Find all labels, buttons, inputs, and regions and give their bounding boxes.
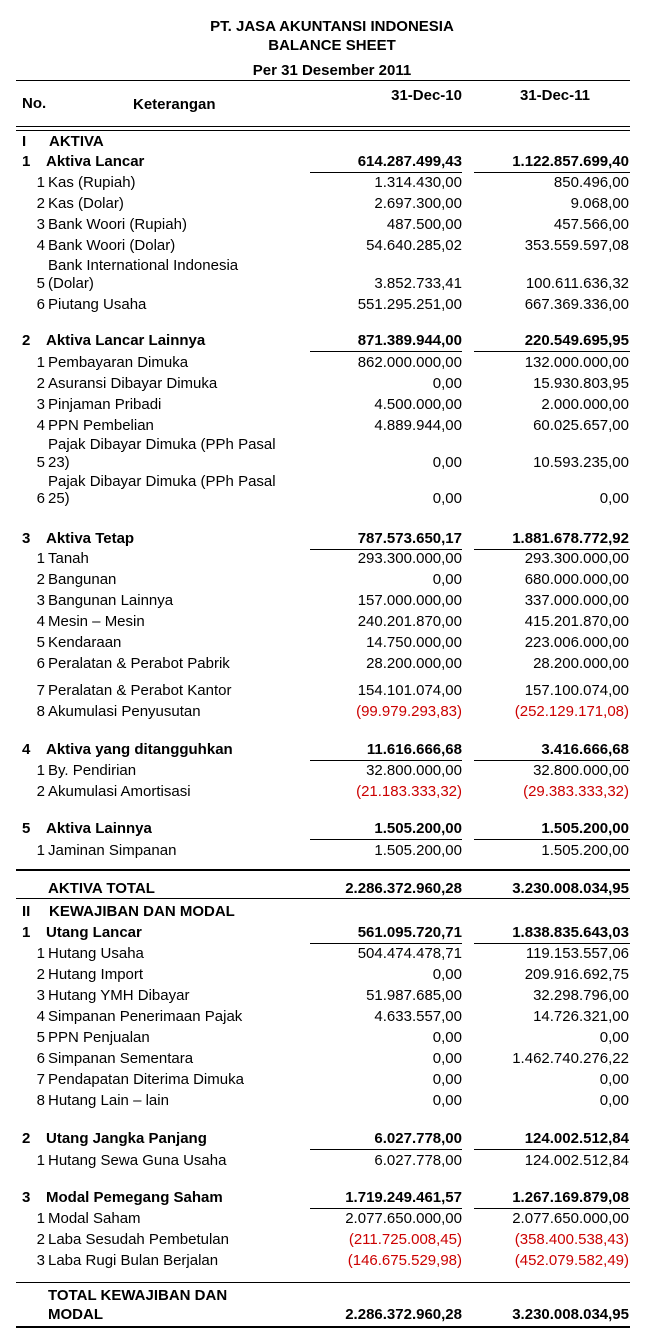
value-2011: 32.800.000,00 — [533, 762, 629, 779]
value-2010: 0,00 — [432, 375, 462, 392]
value-2011: 1.122.857.699,40 — [512, 153, 629, 170]
value-2011: 3.230.008.034,95 — [512, 880, 629, 897]
value-2010: (99.979.293,83) — [356, 703, 462, 720]
value-2011: 157.100.074,00 — [524, 682, 629, 699]
value-2011: 124.002.512,84 — [524, 1130, 629, 1147]
value-2010: 0,00 — [432, 1092, 462, 1109]
value-2011: 1.462.740.276,22 — [512, 1050, 629, 1067]
value-2010: 4.889.944,00 — [374, 417, 462, 434]
row-label: MODAL — [48, 1306, 103, 1323]
row-label: Pinjaman Pribadi — [48, 396, 162, 413]
value-2010: 293.300.000,00 — [357, 550, 462, 567]
value-2011: 850.496,00 — [553, 174, 629, 191]
subtotal-rule-2011 — [474, 1208, 630, 1209]
row-label: 23) — [48, 454, 70, 471]
row-number: 1 — [36, 842, 45, 859]
row-number: 1 — [36, 1152, 45, 1169]
subtotal-rule-2010 — [310, 1149, 462, 1150]
row-number: 3 — [36, 1252, 45, 1269]
row-number: 6 — [36, 655, 45, 672]
value-2010: 0,00 — [432, 1029, 462, 1046]
row-number: 1 — [22, 924, 31, 941]
row-number: 7 — [36, 1071, 45, 1088]
row-number: 1 — [36, 550, 45, 567]
row-number: 1 — [36, 762, 45, 779]
row-label: Hutang Lain – lain — [48, 1092, 169, 1109]
value-2010: 862.000.000,00 — [357, 354, 462, 371]
value-2010: 2.697.300,00 — [374, 195, 462, 212]
value-2010: 154.101.074,00 — [357, 682, 462, 699]
value-2011: 1.505.200,00 — [541, 820, 629, 837]
row-number: 3 — [22, 1189, 31, 1206]
row-number: 5 — [36, 275, 45, 292]
value-2011: 223.006.000,00 — [524, 634, 629, 651]
value-2010: 0,00 — [432, 454, 462, 471]
row-label: Bank Woori (Rupiah) — [48, 216, 187, 233]
value-2011: 1.881.678.772,92 — [512, 530, 629, 547]
row-label: Simpanan Penerimaan Pajak — [48, 1008, 243, 1025]
value-2011: 14.726.321,00 — [533, 1008, 629, 1025]
row-label: Modal Saham — [48, 1210, 141, 1227]
row-label: Aktiva Lainnya — [46, 820, 152, 837]
row-number: 3 — [36, 987, 45, 1004]
row-label: Bangunan Lainnya — [48, 592, 174, 609]
row-label: Pajak Dibayar Dimuka (PPh Pasal — [48, 473, 276, 490]
row-label: AKTIVA — [49, 133, 104, 150]
value-2010: 561.095.720,71 — [357, 924, 462, 941]
row-label: Akumulasi Penyusutan — [48, 703, 201, 720]
value-2010: 487.500,00 — [386, 216, 462, 233]
value-2011: 0,00 — [599, 1029, 629, 1046]
value-2010: 871.389.944,00 — [357, 332, 462, 349]
value-2010: 4.633.557,00 — [374, 1008, 462, 1025]
row-label: By. Pendirian — [48, 762, 137, 779]
row-label: Hutang YMH Dibayar — [48, 987, 190, 1004]
row-label: PPN Pembelian — [48, 417, 154, 434]
value-2011: 1.267.169.879,08 — [512, 1189, 629, 1206]
row-label: Laba Rugi Bulan Berjalan — [48, 1252, 219, 1269]
row-label: KEWAJIBAN DAN MODAL — [49, 903, 235, 920]
row-number: 1 — [36, 945, 45, 962]
value-2011: 3.416.666,68 — [541, 741, 629, 758]
row-label: PPN Penjualan — [48, 1029, 150, 1046]
row-label: Asuransi Dibayar Dimuka — [48, 375, 218, 392]
subtotal-rule-2010 — [310, 172, 462, 173]
row-number: 6 — [36, 1050, 45, 1067]
row-label: Utang Lancar — [46, 924, 142, 941]
total-bottom-rule — [16, 898, 630, 899]
row-label: Aktiva Lancar — [46, 153, 145, 170]
row-label: Akumulasi Amortisasi — [48, 783, 191, 800]
value-2010: 2.286.372.960,28 — [345, 880, 462, 897]
subtotal-rule-2010 — [310, 839, 462, 840]
value-2011: 100.611.636,32 — [525, 275, 629, 292]
value-2011: 1.505.200,00 — [541, 842, 629, 859]
subtotal-rule-2011 — [474, 839, 630, 840]
row-label: Utang Jangka Panjang — [46, 1130, 207, 1147]
value-2010: 1.719.249.461,57 — [345, 1189, 462, 1206]
value-2011: (358.400.538,43) — [514, 1231, 629, 1248]
value-2010: 787.573.650,17 — [357, 530, 462, 547]
row-number: 3 — [36, 592, 45, 609]
subtotal-rule-2011 — [474, 351, 630, 352]
row-label: Pendapatan Diterima Dimuka — [48, 1071, 244, 1088]
value-2010: 0,00 — [432, 966, 462, 983]
company-name: PT. JASA AKUNTANSI INDONESIA — [210, 18, 454, 35]
grand-total-top-rule — [16, 1282, 630, 1283]
value-2011: 1.838.835.643,03 — [512, 924, 629, 941]
row-number: 1 — [36, 1210, 45, 1227]
value-2010: 1.314.430,00 — [374, 174, 462, 191]
subtotal-rule-2011 — [474, 172, 630, 173]
value-2011: 353.559.597,08 — [524, 237, 629, 254]
row-number: 4 — [36, 237, 45, 254]
row-number: 4 — [22, 741, 31, 758]
row-number: 5 — [36, 634, 45, 651]
value-2011: 457.566,00 — [553, 216, 629, 233]
row-number: 2 — [36, 571, 45, 588]
row-number: 2 — [22, 1130, 31, 1147]
value-2011: (29.383.333,32) — [523, 783, 629, 800]
value-2011: 2.077.650.000,00 — [512, 1210, 629, 1227]
row-label: AKTIVA TOTAL — [48, 880, 155, 897]
row-number: 5 — [36, 1029, 45, 1046]
row-label: Piutang Usaha — [48, 296, 147, 313]
row-label: Laba Sesudah Pembetulan — [48, 1231, 229, 1248]
value-2011: 209.916.692,75 — [524, 966, 629, 983]
row-label: Hutang Sewa Guna Usaha — [48, 1152, 227, 1169]
value-2011: 28.200.000,00 — [533, 655, 629, 672]
row-number: 2 — [36, 783, 45, 800]
row-number: 4 — [36, 613, 45, 630]
row-number: 6 — [36, 296, 45, 313]
total-top-rule — [16, 869, 630, 871]
row-number: 6 — [36, 490, 45, 507]
row-label: Kendaraan — [48, 634, 122, 651]
row-number: 2 — [36, 195, 45, 212]
value-2011: 667.369.336,00 — [524, 296, 629, 313]
row-number: 3 — [36, 216, 45, 233]
value-2011: 293.300.000,00 — [524, 550, 629, 567]
row-label: Aktiva yang ditangguhkan — [46, 741, 233, 758]
row-label: Pembayaran Dimuka — [48, 354, 189, 371]
row-label: Aktiva Tetap — [46, 530, 135, 547]
row-number: 5 — [22, 820, 31, 837]
value-2011: 124.002.512,84 — [524, 1152, 629, 1169]
row-label: Kas (Rupiah) — [48, 174, 136, 191]
value-2010: 54.640.285,02 — [366, 237, 462, 254]
footer-rule — [16, 1326, 630, 1328]
value-2011: 60.025.657,00 — [533, 417, 629, 434]
column-header-2011: 31-Dec-11 — [519, 87, 590, 104]
row-label: Peralatan & Perabot Pabrik — [48, 655, 230, 672]
report-title: BALANCE SHEET — [268, 37, 396, 54]
row-number: 4 — [36, 417, 45, 434]
header-top-rule — [16, 80, 630, 81]
value-2010: 32.800.000,00 — [366, 762, 462, 779]
value-2010: (146.675.529,98) — [347, 1252, 462, 1269]
row-number: 1 — [22, 153, 31, 170]
value-2010: 157.000.000,00 — [357, 592, 462, 609]
row-number: I — [22, 133, 27, 150]
value-2010: 614.287.499,43 — [357, 153, 462, 170]
subtotal-rule-2011 — [474, 760, 630, 761]
column-header-description: Keterangan — [133, 96, 216, 113]
subtotal-rule-2011 — [474, 1149, 630, 1150]
value-2011: 415.201.870,00 — [524, 613, 629, 630]
row-label: Hutang Import — [48, 966, 144, 983]
value-2011: 132.000.000,00 — [524, 354, 629, 371]
row-label: Jaminan Simpanan — [48, 842, 177, 859]
subtotal-rule-2010 — [310, 943, 462, 944]
value-2010: 51.987.685,00 — [366, 987, 462, 1004]
row-label: 25) — [48, 490, 70, 507]
row-label: Aktiva Lancar Lainnya — [46, 332, 206, 349]
value-2010: 2.286.372.960,28 — [345, 1306, 462, 1323]
value-2010: 4.500.000,00 — [374, 396, 462, 413]
column-header-no: No. — [22, 95, 47, 112]
header-bottom-rule — [16, 126, 630, 131]
value-2011: 3.230.008.034,95 — [512, 1306, 629, 1323]
row-label: Hutang Usaha — [48, 945, 144, 962]
row-label: Kas (Dolar) — [48, 195, 124, 212]
value-2011: (252.129.171,08) — [514, 703, 629, 720]
value-2011: (452.079.582,49) — [514, 1252, 629, 1269]
row-number: 2 — [36, 966, 45, 983]
row-number: 3 — [22, 530, 31, 547]
row-number: II — [22, 903, 31, 920]
value-2010: (21.183.333,32) — [356, 783, 462, 800]
row-number: 5 — [36, 454, 45, 471]
row-number: 1 — [36, 354, 45, 371]
row-label: Bank International Indonesia — [48, 257, 239, 274]
subtotal-rule-2010 — [310, 760, 462, 761]
value-2010: 504.474.478,71 — [357, 945, 462, 962]
row-label: Simpanan Sementara — [48, 1050, 194, 1067]
subtotal-rule-2011 — [474, 943, 630, 944]
value-2010: 6.027.778,00 — [374, 1130, 462, 1147]
subtotal-rule-2010 — [310, 1208, 462, 1209]
value-2010: 551.295.251,00 — [357, 296, 462, 313]
row-label: Modal Pemegang Saham — [46, 1189, 223, 1206]
value-2011: 0,00 — [599, 490, 629, 507]
row-label: Peralatan & Perabot Kantor — [48, 682, 232, 699]
row-number: 4 — [36, 1008, 45, 1025]
value-2010: 14.750.000,00 — [366, 634, 462, 651]
row-label: Bangunan — [48, 571, 117, 588]
value-2010: (211.725.008,45) — [348, 1231, 462, 1248]
row-label: TOTAL KEWAJIBAN DAN — [48, 1287, 228, 1304]
row-number: 1 — [36, 174, 45, 191]
value-2011: 9.068,00 — [570, 195, 629, 212]
row-number: 2 — [36, 1231, 45, 1248]
value-2010: 0,00 — [432, 490, 462, 507]
value-2010: 0,00 — [432, 571, 462, 588]
column-header-2010: 31-Dec-10 — [391, 87, 462, 104]
value-2010: 11.616.666,68 — [366, 741, 462, 758]
value-2010: 0,00 — [432, 1050, 462, 1067]
value-2010: 1.505.200,00 — [374, 820, 462, 837]
value-2011: 680.000.000,00 — [524, 571, 629, 588]
row-number: 3 — [36, 396, 45, 413]
value-2011: 119.153.557,06 — [525, 945, 629, 962]
row-number: 2 — [36, 375, 45, 392]
value-2010: 1.505.200,00 — [374, 842, 462, 859]
row-number: 8 — [36, 1092, 45, 1109]
row-label: (Dolar) — [48, 275, 94, 292]
value-2011: 2.000.000,00 — [541, 396, 629, 413]
subtotal-rule-2010 — [310, 351, 462, 352]
value-2010: 240.201.870,00 — [357, 613, 462, 630]
row-label: Mesin – Mesin — [48, 613, 145, 630]
value-2011: 337.000.000,00 — [524, 592, 629, 609]
report-period: Per 31 Desember 2011 — [252, 62, 412, 79]
row-number: 8 — [36, 703, 45, 720]
value-2011: 0,00 — [599, 1071, 629, 1088]
row-label: Bank Woori (Dolar) — [48, 237, 176, 254]
value-2010: 2.077.650.000,00 — [345, 1210, 462, 1227]
value-2010: 0,00 — [432, 1071, 462, 1088]
value-2010: 3.852.733,41 — [374, 275, 462, 292]
value-2011: 15.930.803,95 — [533, 375, 629, 392]
value-2010: 28.200.000,00 — [366, 655, 462, 672]
value-2011: 220.549.695,95 — [524, 332, 629, 349]
row-number: 7 — [36, 682, 45, 699]
row-label: Tanah — [48, 550, 89, 567]
value-2010: 6.027.778,00 — [374, 1152, 462, 1169]
value-2011: 10.593.235,00 — [533, 454, 629, 471]
value-2011: 32.298.796,00 — [533, 987, 629, 1004]
row-label: Pajak Dibayar Dimuka (PPh Pasal — [48, 436, 276, 453]
value-2011: 0,00 — [599, 1092, 629, 1109]
row-number: 2 — [22, 332, 31, 349]
